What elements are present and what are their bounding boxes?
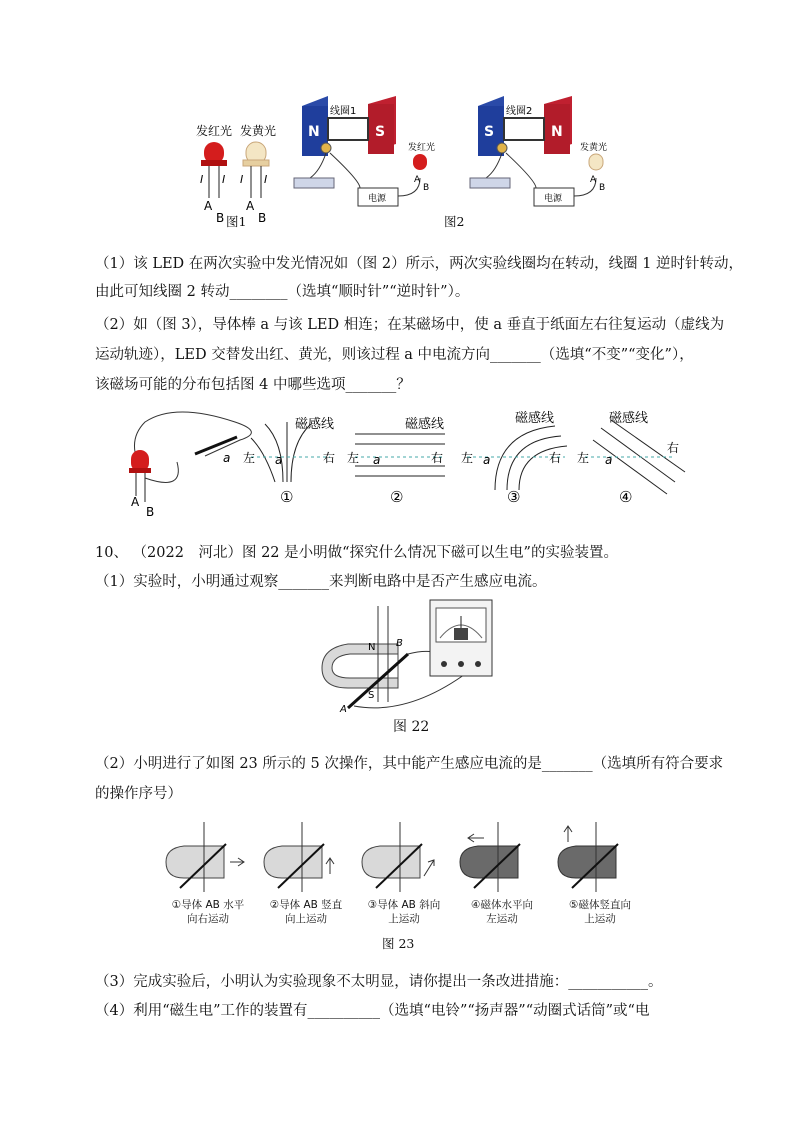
svg-text:电源: 电源 (368, 194, 387, 204)
svg-text:N: N (308, 124, 320, 140)
figure-2-coil-1 (290, 96, 440, 216)
operation-2-label: ②导体 AB 竖直 向上运动 (269, 899, 343, 925)
operation-3-label: ③导体 AB 斜向 上运动 (367, 899, 441, 925)
q10-part-4: （4）利用“磁生电”工作的装置有__________（选填“电铃”“扬声器”“动圈式话筒”或“电 (95, 1003, 650, 1019)
svg-text:发红光: 发红光 (408, 143, 436, 153)
svg-text:右: 右 (431, 451, 444, 465)
svg-text:I: I (222, 173, 226, 186)
q10-part-2-line-1: （2）小明进行了如图 23 所示的 5 次操作，其中能产生感应电流的是_______（选填所有符合要求 (95, 756, 724, 772)
svg-text:I: I (200, 173, 204, 186)
q1-line-1: （1）该 LED 在两次实验中发光情况如（图 2）所示，两次实验线圈均在转动，线圈 1 逆时针转动， (95, 256, 744, 272)
q2-line-2: 运动轨迹），LED 交替发出红、黄光，则该过程 a 中电流方向_______（选填“不变”“变化”）， (95, 347, 694, 363)
figure-2-coil-2 (466, 96, 616, 216)
svg-text:磁感线: 磁感线 (405, 417, 445, 432)
svg-text:a: a (275, 453, 283, 467)
operation-5-label: ⑤磁体竖直向 上运动 (569, 899, 631, 925)
operation-5-drawing (558, 822, 618, 892)
svg-text:N: N (551, 124, 563, 140)
svg-text:线圈2: 线圈2 (506, 106, 533, 117)
svg-text:右: 右 (549, 451, 562, 465)
svg-text:B: B (258, 211, 267, 225)
field-option-3 (461, 410, 567, 506)
svg-text:左: 左 (243, 451, 256, 465)
label-yellow-light: 发黄光 (240, 124, 277, 138)
svg-text:磁感线: 磁感线 (515, 411, 555, 426)
svg-text:①: ① (280, 488, 294, 506)
svg-text:右: 右 (323, 451, 336, 465)
svg-text:②: ② (390, 488, 404, 506)
figure-1-caption: 图1 (226, 214, 247, 229)
svg-text:右: 右 (667, 441, 680, 455)
operation-3-drawing (362, 822, 434, 892)
coil-1 (328, 118, 368, 140)
svg-text:S: S (484, 124, 495, 140)
svg-text:A: A (414, 175, 421, 185)
svg-text:发黄光: 发黄光 (580, 143, 608, 153)
figure-22-caption: 图 22 (393, 719, 430, 735)
svg-text:I: I (240, 173, 244, 186)
svg-text:B: B (146, 505, 155, 519)
field-option-4 (577, 410, 685, 506)
svg-text:左: 左 (577, 451, 590, 465)
svg-text:S: S (368, 690, 375, 701)
svg-text:电源: 电源 (544, 194, 563, 204)
figure-23-drawings (160, 818, 640, 898)
svg-text:I: I (264, 173, 268, 186)
field-option-2 (347, 416, 445, 506)
svg-text:磁感线: 磁感线 (295, 417, 335, 432)
q10-part-1: （1）实验时，小明通过观察_______来判断电路中是否产生感应电流。 (95, 574, 547, 590)
svg-text:③: ③ (507, 488, 521, 506)
figure-3-4 (115, 402, 695, 520)
svg-text:A: A (590, 175, 597, 185)
q1-line-2: 由此可知线圈 2 转动________（选填“顺时针”“逆时针”）。 (95, 284, 470, 300)
svg-text:a: a (605, 453, 613, 467)
svg-text:B: B (423, 183, 430, 193)
operation-4-drawing (460, 822, 520, 892)
svg-text:B: B (599, 183, 606, 193)
svg-text:a: a (373, 453, 381, 467)
svg-text:磁感线: 磁感线 (609, 411, 649, 426)
operation-1-label: ①导体 AB 水平 向右运动 (171, 899, 245, 925)
q10-heading: 10、 （2022 河北）图 22 是小明做“探究什么情况下磁可以生电”的实验装置。 (95, 545, 618, 561)
red-led-icon (413, 154, 427, 170)
svg-text:B: B (216, 211, 225, 225)
operation-2-drawing (264, 822, 334, 892)
q2-line-1: （2）如（图 3），导体棒 a 与该 LED 相连；在某磁场中，使 a 垂直于纸面左右往复运动（虚线为 (95, 317, 725, 333)
svg-text:A: A (131, 495, 140, 509)
field-option-1 (243, 416, 335, 506)
svg-text:左: 左 (347, 451, 360, 465)
svg-text:B: B (396, 638, 403, 649)
svg-text:a: a (483, 453, 491, 467)
svg-text:A: A (204, 199, 213, 213)
svg-text:A: A (340, 704, 347, 715)
yellow-led-icon (589, 154, 603, 170)
q10-part-2-line-2: 的操作序号） (95, 786, 182, 802)
svg-text:a: a (223, 451, 231, 465)
svg-text:④: ④ (619, 488, 633, 506)
operation-1-drawing (166, 822, 244, 892)
figure-23-caption: 图 23 (382, 936, 415, 951)
coil-2 (504, 118, 544, 140)
q2-line-3: 该磁场可能的分布包括图 4 中哪些选项_______？ (95, 377, 411, 393)
svg-text:N: N (368, 642, 376, 653)
figure-23-labels (160, 898, 640, 938)
operation-4-label: ④磁体水平向 左运动 (471, 899, 533, 925)
figure-2-caption: 图2 (444, 214, 465, 229)
q10-part-3: （3）完成实验后，小明认为实验现象不太明显，请你提出一条改进措施：___________。 (95, 974, 663, 990)
label-red-light: 发红光 (196, 124, 233, 138)
svg-text:左: 左 (461, 451, 474, 465)
svg-text:S: S (375, 124, 386, 140)
svg-text:线圈1: 线圈1 (330, 106, 357, 117)
svg-text:A: A (246, 199, 255, 213)
figure-22-apparatus (318, 598, 502, 716)
